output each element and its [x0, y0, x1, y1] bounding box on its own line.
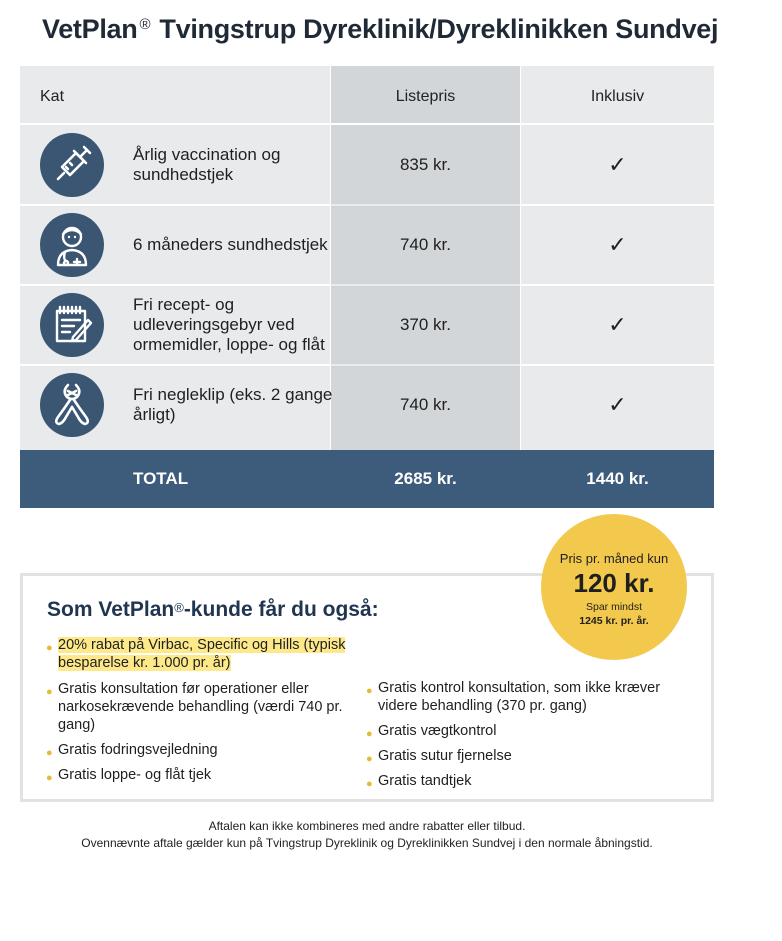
bullet-icon: ● [46, 686, 53, 698]
row-price: 370 kr. [399, 315, 452, 334]
footer-line2: Ovennævnte aftale gælder kun på Tvingstrup Dyreklinik og Dyreklinikken Sundvej i den normale åbningstid. [81, 836, 653, 850]
row-price: 740 kr. [399, 235, 452, 254]
list-item: ● Gratis loppe- og flåt tjek [46, 766, 346, 784]
bullet-icon: ● [46, 642, 53, 654]
bullet-icon: ● [366, 778, 373, 790]
list-item: ● Gratis sutur fjernelse [366, 747, 676, 765]
bullet-icon: ● [366, 685, 373, 697]
table-row [20, 125, 714, 205]
row-price: 835 kr. [399, 155, 452, 174]
row-label: Fri negleklip (eks. 2 gange årligt) [133, 385, 333, 424]
price-badge [541, 514, 687, 660]
benefits-list-left [46, 636, 346, 791]
footer-line1: Aftalen kan ikke kombineres med andre rabatter eller tilbud. [208, 819, 526, 833]
badge-price: 120 kr. [573, 568, 655, 598]
list-item: ● Gratis fodringsvejledning [46, 741, 346, 759]
benefits-list-right [366, 679, 676, 797]
row-label: Årlig vaccination og sundhedstjek [133, 145, 281, 184]
list-item: ● Gratis kontrol konsultation, som ikke kræver videre behandling (370 pr. gang) [366, 680, 661, 714]
column-header-inklusiv: Inklusiv [590, 88, 645, 105]
total-included-price: 1440 kr. [586, 469, 649, 488]
list-item: ● Gratis konsultation før operationer eller narkosekrævende behandling (værdi 740 pr. gang) [46, 681, 343, 733]
row-label: 6 måneders sundhedstjek [133, 235, 328, 254]
total-row [20, 450, 714, 508]
nail-clipper-icon [40, 373, 104, 437]
badge-line1: Pris pr. måned kun [559, 551, 669, 566]
row-label: Fri recept- og udleveringsgebyr ved ormemidler, loppe- og flåt [133, 295, 325, 354]
total-label: TOTAL [133, 469, 189, 488]
row-price: 740 kr. [399, 395, 452, 414]
check-icon: ✓ [608, 232, 627, 257]
column-header-listepris: Listepris [395, 88, 456, 105]
list-item: ● Gratis vægtkontrol [366, 722, 676, 740]
badge-line4: 1245 kr. pr. år. [579, 615, 649, 627]
table-row [20, 205, 714, 285]
bullet-icon: ● [366, 753, 373, 765]
bullet-icon: ● [366, 728, 373, 740]
price-table [20, 66, 714, 508]
list-item: ● Gratis tandtjek [366, 772, 676, 790]
table-row [20, 285, 714, 365]
bullet-icon: ● [46, 747, 53, 759]
check-icon: ✓ [608, 392, 627, 417]
doctor-icon [40, 213, 104, 277]
page-title: VetPlan ® Tvingstrup Dyreklinik/Dyreklinikken Sundvej [42, 14, 719, 44]
check-icon: ✓ [608, 152, 627, 177]
prescription-pad-icon [40, 293, 104, 357]
bullet-icon: ● [46, 772, 53, 784]
syringe-icon [40, 133, 104, 197]
benefits-title: Som VetPlan®-kunde får du også: [47, 598, 379, 621]
column-header-kat: Kat [40, 88, 65, 105]
table-row [20, 365, 714, 445]
list-item: ● 20% rabat på Virbac, Specific og Hills (typisk besparelse kr. 1.000 pr. år) [46, 637, 346, 671]
check-icon: ✓ [608, 312, 627, 337]
total-list-price: 2685 kr. [394, 469, 457, 488]
badge-line3: Spar mindst [585, 601, 643, 613]
